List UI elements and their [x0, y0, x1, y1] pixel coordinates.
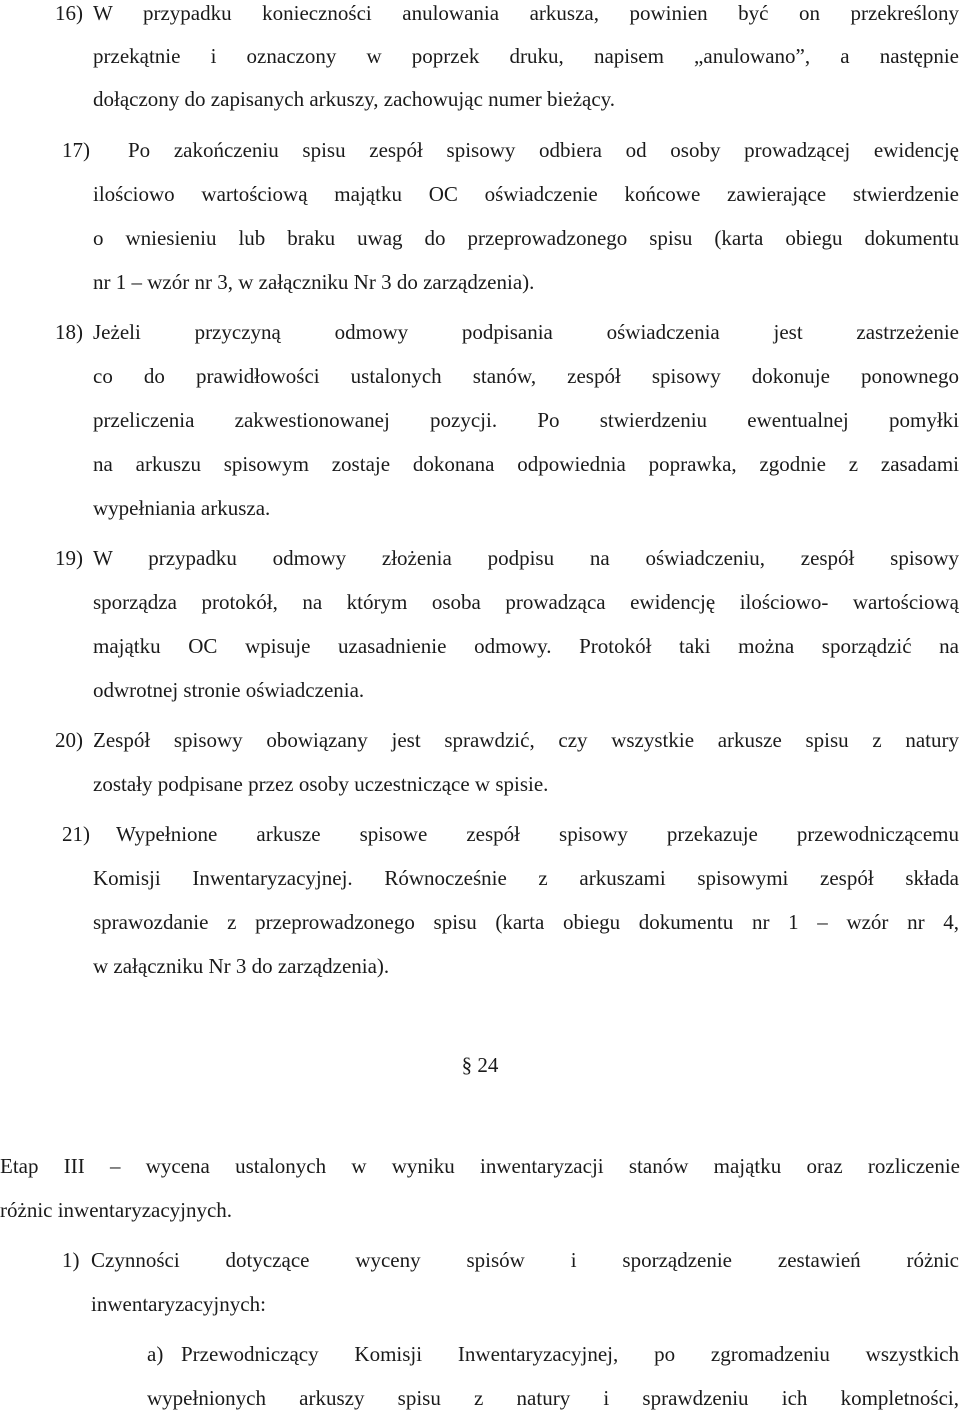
item-number: 19): [55, 546, 83, 570]
section-number: 24: [477, 1053, 499, 1077]
paragraph-line: różnic inwentaryzacyjnych.: [0, 1198, 233, 1222]
item-text-line: dołączony do zapisanych arkuszy, zachowując numer bieżący.: [93, 87, 616, 111]
item-text-line: nr 1 – wzór nr 3, w załączniku Nr 3 do zarządzenia).: [93, 270, 535, 294]
item-text-line: wypełnionych arkuszy spisu z natury i sprawdzeniu ich kompletności,: [147, 1386, 959, 1410]
item-text-line: Czynności dotyczące wyceny spisów i sporządzenie zestawień różnic: [91, 1248, 959, 1272]
item-text-line: wypełniania arkusza.: [93, 496, 271, 520]
item-text-line: Wypełnione arkusze spisowe zespół spisowy przekazuje przewodniczącemu: [116, 822, 959, 846]
item-text-line: sporządza protokół, na którym osoba prowadząca ewidencję ilościowo- wartościową: [93, 590, 959, 614]
item-number: 21): [62, 822, 90, 846]
item-text-line: W przypadku konieczności anulowania arkusza, powinien być on przekreślony: [93, 1, 959, 25]
item-text-line: przeliczenia zakwestionowanej pozycji. Po stwierdzeniu ewentualnej pomyłki: [93, 408, 959, 432]
item-text-line: Przewodniczący Komisji Inwentaryzacyjnej, po zgromadzeniu wszystkich: [181, 1342, 959, 1366]
item-number: 17): [62, 138, 90, 162]
item-text-line: na arkuszu spisowym zostaje dokonana odpowiednia poprawka, zgodnie z zasadami: [93, 452, 959, 476]
section-symbol: §: [461, 1053, 473, 1077]
item-text-line: zostały podpisane przez osoby uczestniczące w spisie.: [93, 772, 549, 796]
item-text-line: W przypadku odmowy złożenia podpisu na oświadczeniu, zespół spisowy: [93, 546, 959, 570]
section-heading: [0, 1052, 960, 1078]
item-text-line: sprawozdanie z przeprowadzonego spisu (karta obiegu dokumentu nr 1 – wzór nr 4,: [93, 910, 959, 934]
item-text-line: Jeżeli przyczyną odmowy podpisania oświadczenia jest zastrzeżenie: [93, 320, 959, 344]
item-number: 1): [62, 1248, 80, 1272]
item-text-line: w załączniku Nr 3 do zarządzenia).: [93, 954, 390, 978]
item-letter: a): [147, 1342, 164, 1366]
paragraph-line: Etap III – wycena ustalonych w wyniku inwentaryzacji stanów majątku oraz rozliczenie: [0, 1154, 960, 1178]
item-number: 20): [55, 728, 83, 752]
item-text-line: przekątnie i oznaczony w poprzek druku, napisem „anulowano”, a następnie: [93, 44, 959, 68]
item-text-line: Komisji Inwentaryzacyjnej. Równocześnie z arkuszami spisowymi zespół składa: [93, 866, 959, 890]
item-text-line: o wniesieniu lub braku uwag do przeprowadzonego spisu (karta obiegu dokumentu: [93, 226, 959, 250]
item-text-line: Po zakończeniu spisu zespół spisowy odbiera od osoby prowadzącej ewidencję: [128, 138, 959, 162]
item-text-line: co do prawidłowości ustalonych stanów, zespół spisowy dokonuje ponownego: [93, 364, 959, 388]
item-text-line: inwentaryzacyjnych:: [91, 1292, 266, 1316]
item-text-line: odwrotnej stronie oświadczenia.: [93, 678, 365, 702]
item-number: 18): [55, 320, 83, 344]
item-text-line: Zespół spisowy obowiązany jest sprawdzić, czy wszystkie arkusze spisu z natury: [93, 728, 959, 752]
item-number: 16): [55, 1, 83, 25]
item-text-line: majątku OC wpisuje uzasadnienie odmowy. Protokół taki można sporządzić na: [93, 634, 959, 658]
item-text-line: ilościowo wartościową majątku OC oświadczenie końcowe zawierające stwierdzenie: [93, 182, 959, 206]
